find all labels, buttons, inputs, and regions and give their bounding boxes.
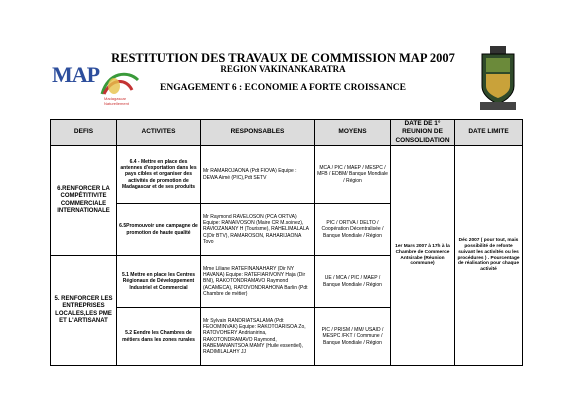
header-activites: ACTIVITES [117,120,201,146]
header-moyens: MOYENS [315,120,391,146]
responsables-cell: Mr RAMAROJAONA (Pdt FIOVA) Equipe : DEWA Aimé (PIC),Pdt SETV [201,146,315,204]
header-defis: DEFIS [51,120,117,146]
defi-cell: 5. RENFORCER LES ENTREPRISES LOCALES,LES PME ET L'ARTISANAT [51,256,117,366]
moyens-cell: PIC / ORTVA / DELTO / Coopération Décentralisée / Banque Mondiale / Région [315,204,391,256]
header-responsables: RESPONSABLES [201,120,315,146]
activity-cell: 6.5Promouvoir une campagne de promotion de haute qualité [117,204,201,256]
header-date-limite: DATE LIMITE [455,120,523,146]
responsables-cell: Mr Sylvain RANDRIATSALAMA (Pdt FEOOMINVAK) Equipe: RAKOTOARISOA Zo, RATOVOHERY Andrianirina, RAKOTONDRAMAVO Raymond, RABEMANANTSOA MAMY (Huile essentiel), RADIMILALAHY JJ [201,308,315,366]
responsables-cell: Mr Raymond RAVELOSON (PCA ORTVA) Equipe: RANAIVOSON (Maire CR M.soinez), RAVIOZANANY H (Tourisme), RAHELIMALALA C(Dir BTV), RAMAROSON, RAHARIJAONA Tovo [201,204,315,256]
defi-cell: 6.RENFORCER LA COMPÉTITIVITE COMMERCIALE INTERNATIONALE [51,146,117,256]
map-logo-subtitle: Madagascar Naturellement [104,96,129,106]
map-logo-text: MAP [52,62,100,87]
date-limite-cell: Déc 2007 ( pour tout, mais possibilité de refonte suivant les activités ou les procédures ) . Pourcentage de réalisation pour chaque activité [455,146,523,366]
table-header-row [51,120,523,146]
date-reunion-cell: 1er Mars 2007 à 17h à la Chambre de Commerce Antsirabe (Réunion commune) [391,146,455,366]
activity-cell: 5.2 Eendre les Chambres de métiers dans les zones rurales [117,308,201,366]
commission-table [50,119,523,366]
region-subtitle: REGION VAKINANKARATRA [220,64,346,74]
responsables-cell: Mme Liliane RATEFINANAHARY (Dir NY HAVANA) Equipe: RATEFIARIVONY Haja (Dir BNI), RAKOTONDRAMAVO Raymond (ACAMECA), RATOVONDRAHONA Barlin (Pdt Chambre de métier) [201,256,315,308]
moyens-cell: UE / MCA / PIC / MAEP / Banque Mondiale / Région [315,256,391,308]
activity-cell: 5.1 Mettre en place les Centres Régionaux de Développement Industriel et Commercial [117,256,201,308]
table-row [51,146,523,204]
engagement-heading: ENGAGEMENT 6 : ECONOMIE A FORTE CROISSANCE [160,83,406,93]
document-title: RESTITUTION DES TRAVAUX DE COMMISSION MAP 2007 [111,51,455,65]
header-date-reunion: DATE DE 1° REUNION DE CONSOLIDATION [391,120,455,146]
moyens-cell: MCA / PIC / MAEP / MESPC / MFB / EDBM/ Banque Mondiale / Région [315,146,391,204]
moyens-cell: PIC / PRISM / MM/ USAID / MESPC /FKT / Commune / Banque Mondiale / Région [315,308,391,366]
activity-cell: 6.4 - Mettre en place des antennes d'exportation dans les pays cibles et organiser des activités de promotion de Madagascar et de ses produits [117,146,201,204]
